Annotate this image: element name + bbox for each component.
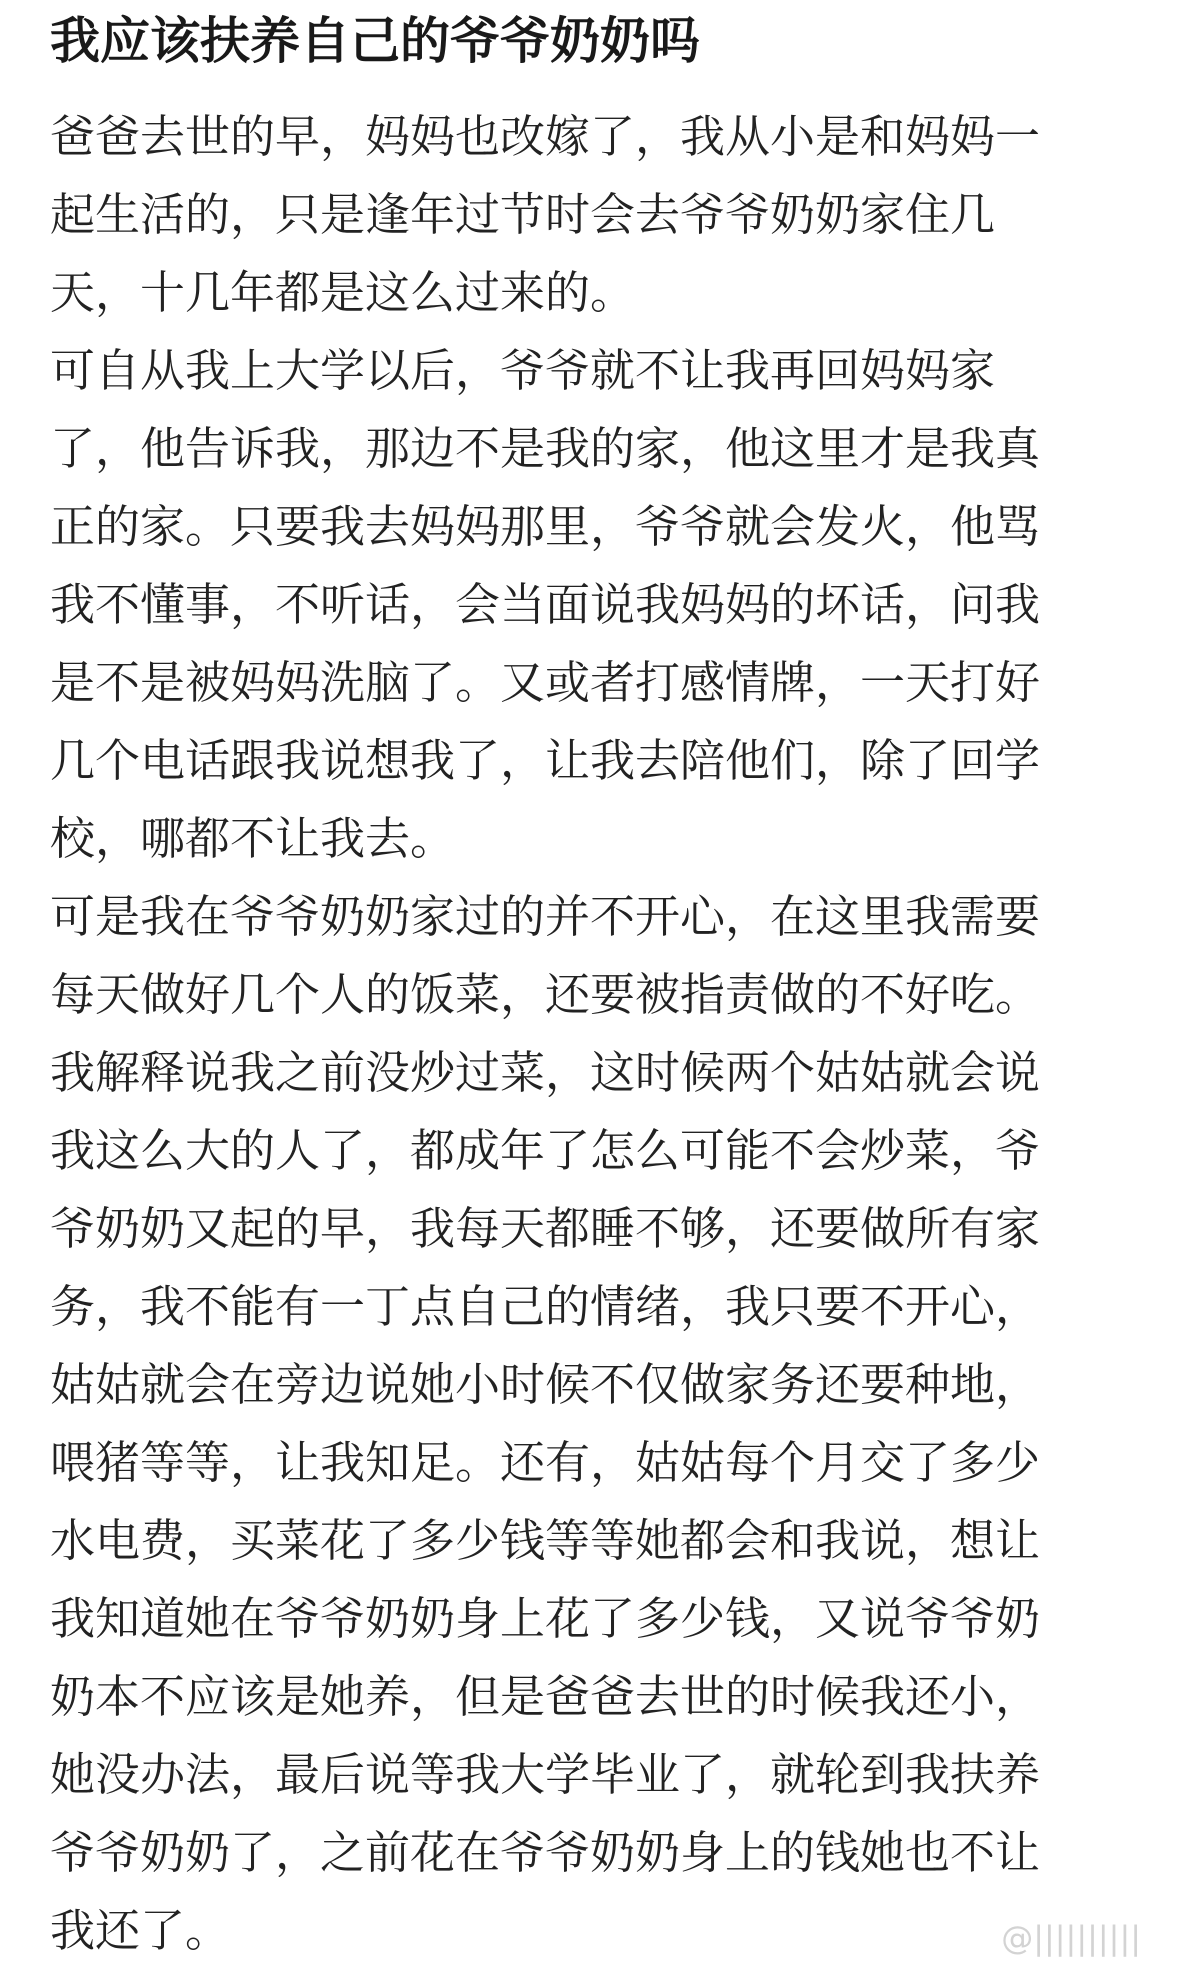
- body-line-6: 正的家。只要我去妈妈那里，爷爷就会发火，他骂: [50, 500, 1041, 553]
- body-line-12: 每天做好几个人的饭菜，还要被指责做的不好吃。: [50, 968, 1041, 1021]
- body-line-15: 爷奶奶又起的早，我每天都睡不够，还要做所有家: [50, 1202, 1041, 1255]
- body-line-10: 校，哪都不让我去。: [50, 812, 456, 865]
- body-line-9: 几个电话跟我说想我了，让我去陪他们，除了回学: [50, 734, 1041, 787]
- body-line-21: 奶本不应该是她养，但是爸爸去世的时候我还小，: [50, 1670, 1041, 1723]
- body-line-23: 爷爷奶奶了，之前花在爷爷奶奶身上的钱她也不让: [50, 1826, 1041, 1879]
- body-line-8: 是不是被妈妈洗脑了。又或者打感情牌，一天打好: [50, 656, 1041, 709]
- body-line-7: 我不懂事，不听话，会当面说我妈妈的坏话，问我: [50, 578, 1041, 631]
- body-line-11: 可是我在爷爷奶奶家过的并不开心，在这里我需要: [50, 890, 1041, 943]
- body-line-2: 起生活的，只是逢年过节时会去爷爷奶奶家住几: [50, 188, 996, 241]
- body-line-4: 可自从我上大学以后，爷爷就不让我再回妈妈家: [50, 344, 996, 397]
- body-line-16: 务，我不能有一丁点自己的情绪，我只要不开心，: [50, 1280, 1041, 1333]
- body-line-14: 我这么大的人了，都成年了怎么可能不会炒菜，爷: [50, 1124, 1041, 1177]
- post-body: [50, 98, 1130, 1970]
- body-line-17: 姑姑就会在旁边说她小时候不仅做家务还要种地，: [50, 1358, 1041, 1411]
- watermark: @||||||||||: [1001, 1919, 1141, 1957]
- body-line-24: 我还了。: [50, 1904, 231, 1957]
- body-line-18: 喂猪等等，让我知足。还有，姑姑每个月交了多少: [50, 1436, 1041, 1489]
- body-line-22: 她没办法，最后说等我大学毕业了，就轮到我扶养: [50, 1748, 1041, 1801]
- body-line-20: 我知道她在爷爷奶奶身上花了多少钱，又说爷爷奶: [50, 1592, 1041, 1645]
- body-line-1: 爸爸去世的早，妈妈也改嫁了，我从小是和妈妈一: [50, 110, 1041, 163]
- body-line-19: 水电费，买菜花了多少钱等等她都会和我说，想让: [50, 1514, 1041, 1567]
- body-line-5: 了，他告诉我，那边不是我的家，他这里才是我真: [50, 422, 1041, 475]
- post-title: 我应该扶养自己的爷爷奶奶吗: [50, 12, 700, 70]
- body-line-13: 我解释说我之前没炒过菜，这时候两个姑姑就会说: [50, 1046, 1041, 1099]
- body-line-3: 天，十几年都是这么过来的。: [50, 266, 636, 319]
